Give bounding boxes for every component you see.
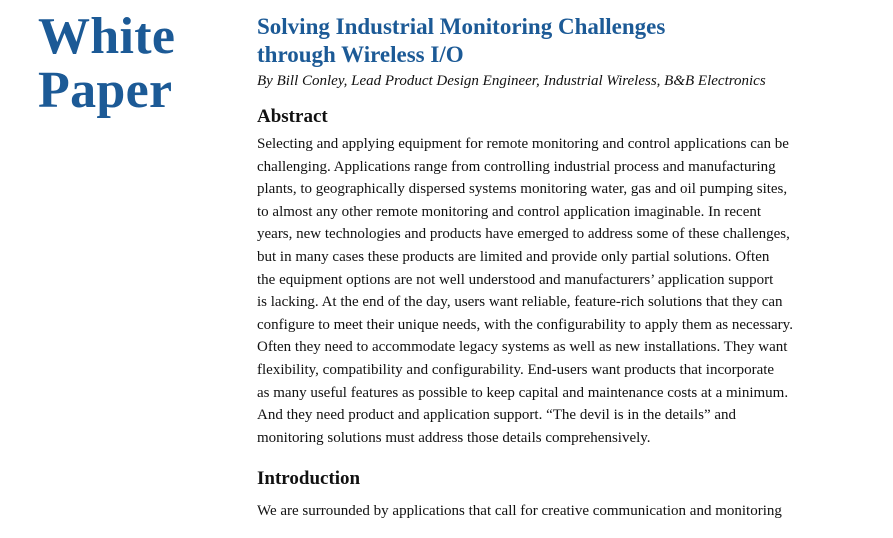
abstract-heading: Abstract [257, 106, 328, 127]
introduction-body [257, 500, 867, 523]
abstract-line: plants, to geographically dispersed systems monitoring water, gas and oil pumping sites, [257, 181, 788, 198]
abstract-line: years, new technologies and products have emerged to address some of these challenges, [257, 226, 790, 243]
author-byline: By Bill Conley, Lead Product Design Engineer, Industrial Wireless, B&B Electronics [257, 73, 766, 89]
abstract-line: Selecting and applying equipment for remote monitoring and control applications can be [257, 136, 789, 152]
abstract-line: flexibility, compatibility and configurability. End-users want products that incorporate [257, 361, 775, 378]
abstract-line: is lacking. At the end of the day, users want reliable, feature-rich solutions that they can [257, 294, 783, 311]
white-paper-label-line2: Paper [38, 62, 173, 119]
introduction-heading: Introduction [257, 468, 361, 490]
introduction-line: We are surrounded by applications that call for creative communication and monitoring [257, 503, 782, 520]
abstract-line: as many useful features as possible to keep capital and maintenance costs at a minimum. [257, 384, 789, 401]
abstract-body [257, 133, 867, 449]
abstract-line: but in many cases these products are limited and provide only partial solutions. Often [257, 248, 770, 265]
abstract-line: configure to meet their unique needs, with the configurability to apply them as necessary. [257, 316, 793, 333]
abstract-line: Often they need to accommodate legacy systems as well as new installations. They want [257, 339, 788, 356]
abstract-line: the equipment options are not well understood and manufacturers’ application support [257, 271, 774, 288]
document-title-line1: Solving Industrial Monitoring Challenges [257, 14, 666, 39]
document-content [257, 13, 867, 523]
abstract-line: to almost any other remote monitoring and control application imaginable. In recent [257, 203, 762, 220]
abstract-line: And they need product and application support. “The devil is in the details” and [257, 407, 737, 424]
abstract-line: challenging. Applications range from controlling industrial process and manufacturing [257, 158, 776, 175]
white-paper-label-line1: White [38, 8, 176, 65]
white-paper-label [38, 10, 228, 118]
abstract-line: monitoring solutions must address those details comprehensively. [257, 429, 651, 446]
document-title [257, 13, 867, 69]
document-title-line2: through Wireless I/O [257, 42, 464, 67]
